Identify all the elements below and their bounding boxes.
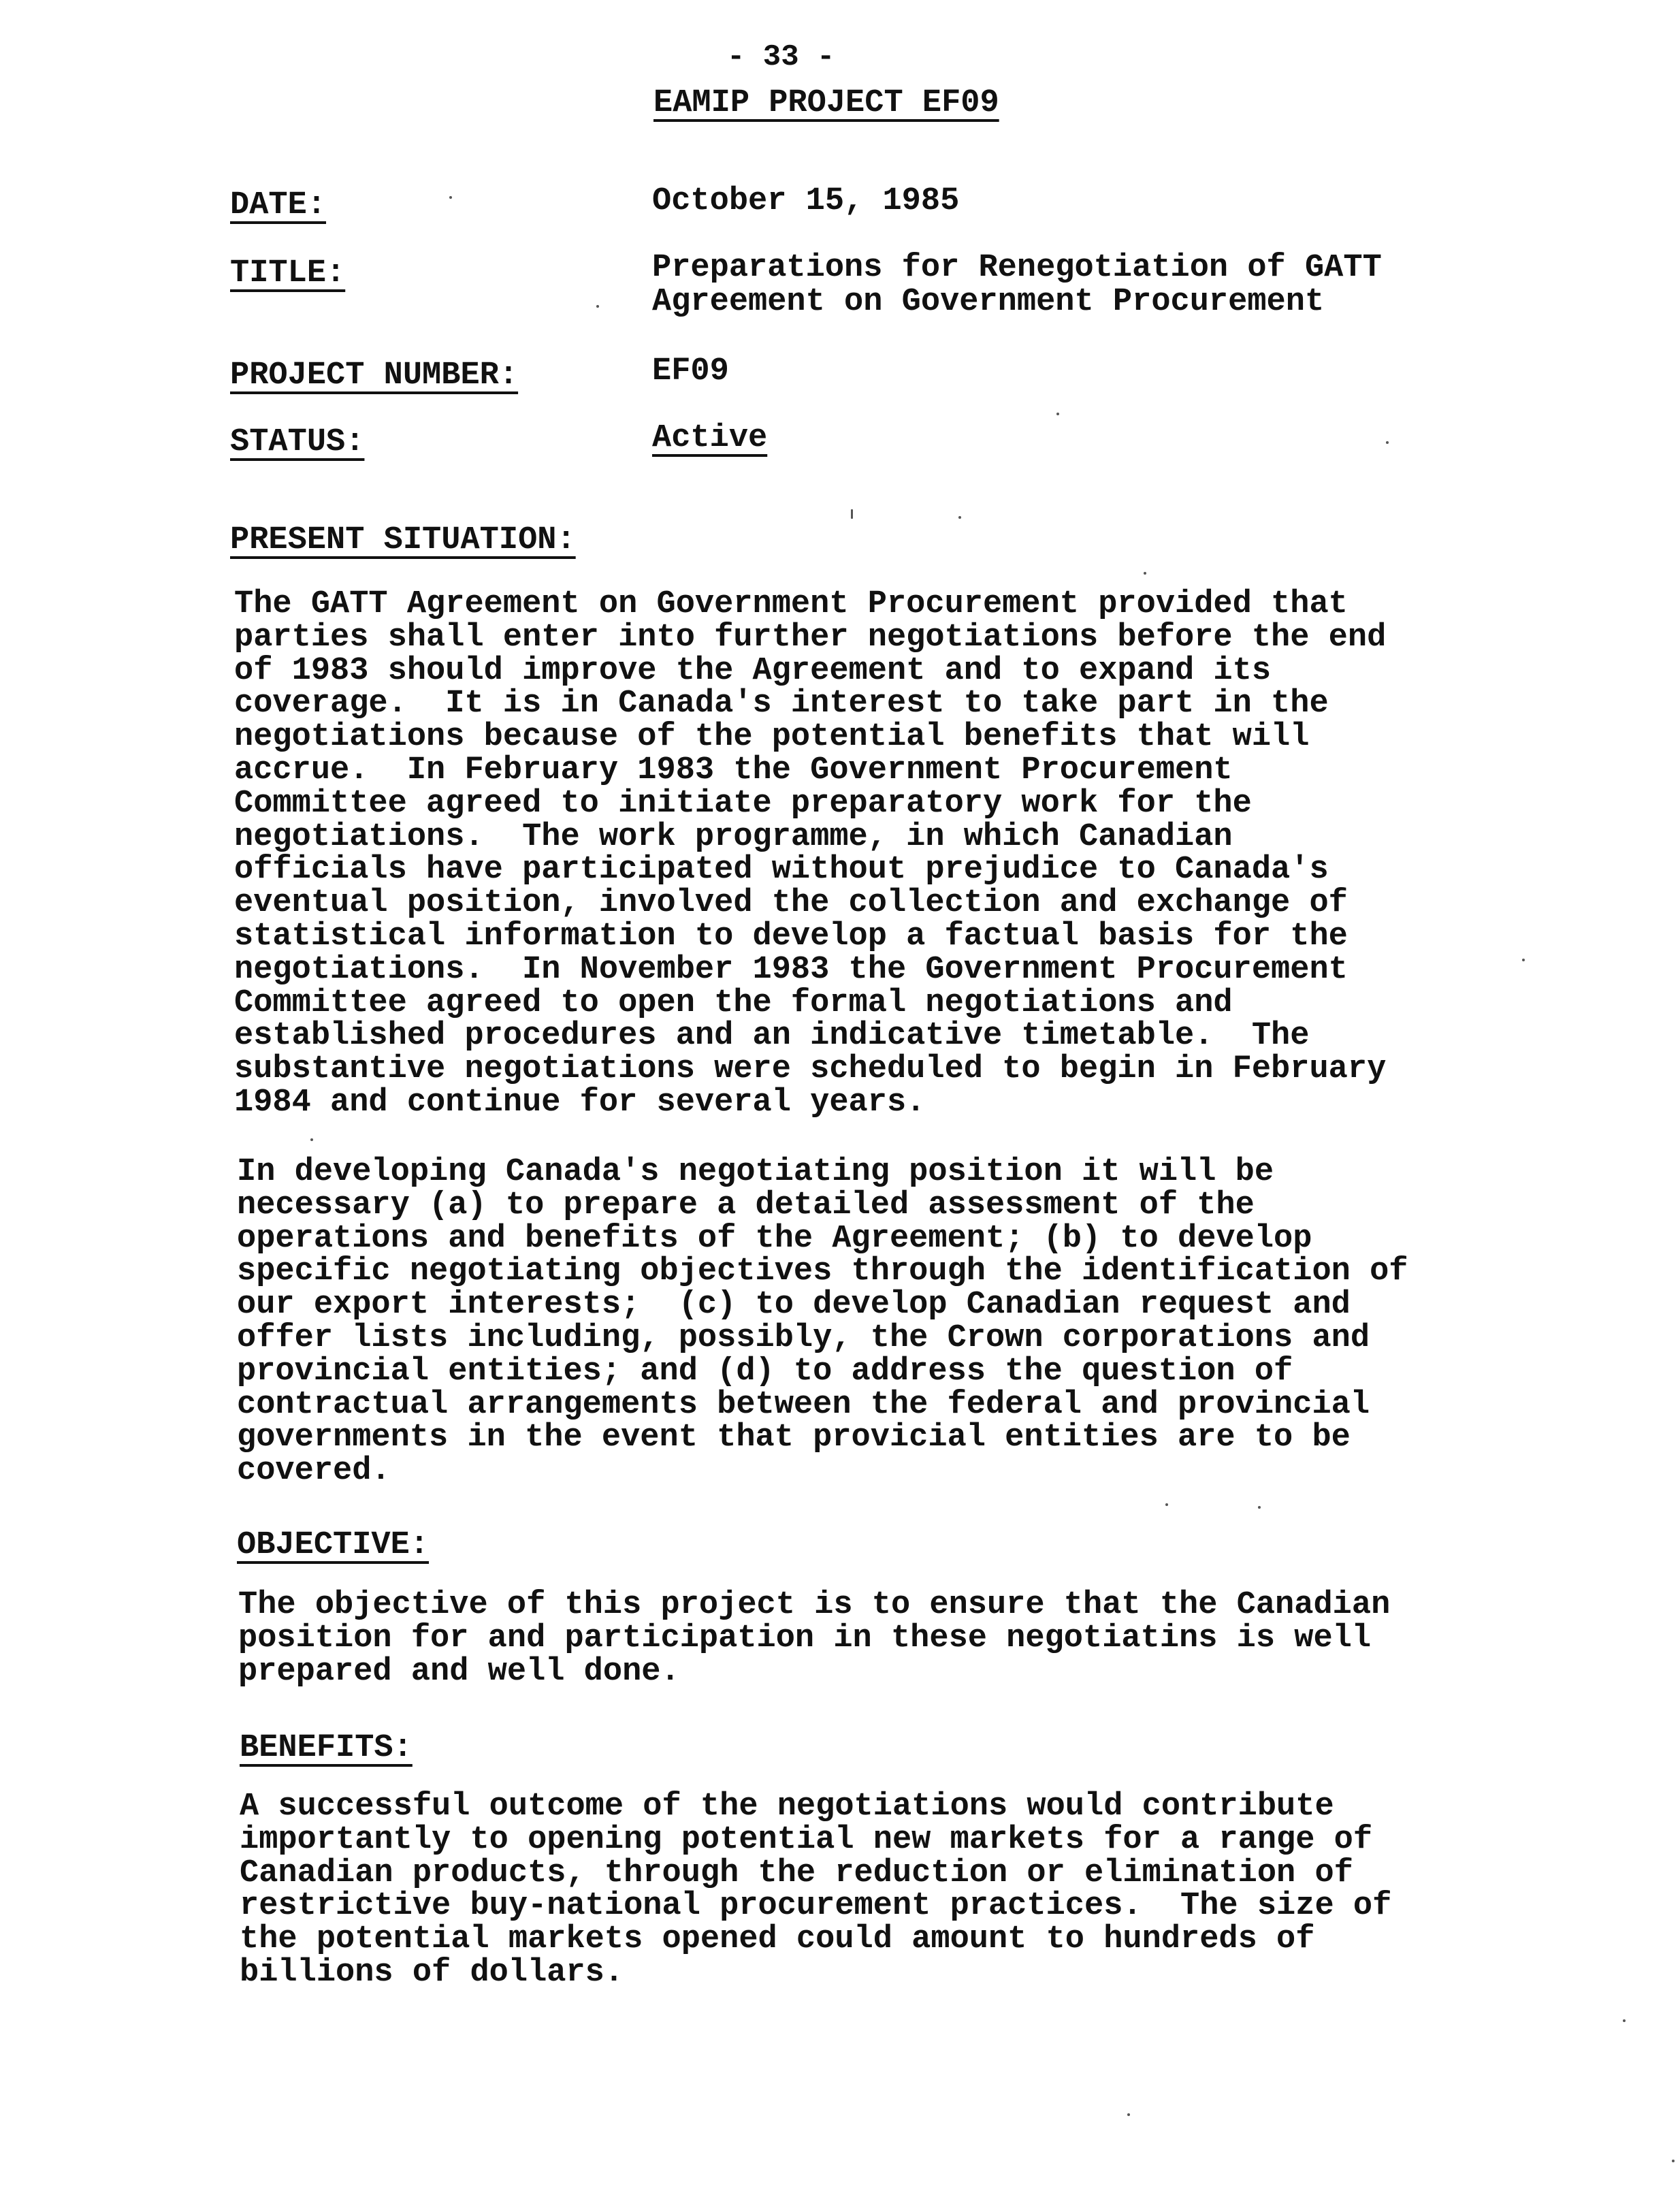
status-value: Active [652, 420, 768, 456]
text-line: billions of dollars. [240, 1954, 624, 1991]
scan-speck [1258, 1506, 1261, 1509]
title-label: TITLE: [230, 255, 346, 291]
text-line: our export interests; (c) to develop Canadian request and [237, 1287, 1351, 1324]
title-value-line2: Agreement on Government Procurement [652, 284, 1325, 320]
text-line: 1984 and continue for several years. [234, 1084, 926, 1121]
objective-heading: OBJECTIVE: [237, 1527, 430, 1563]
scan-speck [310, 1138, 313, 1141]
text-line: coverage. It is in Canada's interest to take part in the [234, 686, 1329, 722]
text-line: Canadian products, through the reduction or elimination of [240, 1855, 1353, 1891]
scan-speck [1623, 2019, 1626, 2022]
project-number-value: EF09 [652, 353, 729, 389]
project-number-label: PROJECT NUMBER: [230, 357, 519, 394]
text-line: position for and participation in these negotiatins is well [238, 1620, 1372, 1656]
scan-speck [1672, 2160, 1675, 2162]
text-line: A successful outcome of the negotiations would contribute [240, 1789, 1334, 1825]
scan-speck [851, 509, 853, 519]
benefits-paragraph [240, 1791, 1391, 1990]
objective-paragraph [238, 1589, 1390, 1688]
text-line: importantly to opening potential new markets for a range of [240, 1821, 1373, 1858]
scan-speck [449, 196, 452, 199]
scan-speck [958, 516, 961, 519]
text-line: operations and benefits of the Agreement; (b) to develop [237, 1220, 1312, 1257]
text-line: restrictive buy-national procurement practices. The size of [240, 1888, 1392, 1925]
text-line: offer lists including, possibly, the Crown corporations and [237, 1319, 1370, 1356]
scan-speck [1165, 1503, 1168, 1506]
scan-speck [596, 305, 599, 308]
text-line: necessary (a) to prepare a detailed assessment of the [237, 1187, 1255, 1223]
date-value: October 15, 1985 [652, 183, 960, 219]
text-line: negotiations. The work programme, in which Canadian [234, 818, 1233, 855]
text-line: Committee agreed to initiate preparatory work for the [234, 785, 1252, 822]
text-line: contractual arrangements between the federal and provincial [237, 1386, 1370, 1423]
text-line: accrue. In February 1983 the Government Procurement [234, 752, 1233, 788]
page-number: - 33 - [727, 40, 835, 74]
text-line: provincial entities; and (d) to address the question of [237, 1353, 1293, 1390]
scan-speck [1522, 959, 1525, 961]
present-situation-paragraph-1 [234, 588, 1386, 1120]
scan-speck [1144, 572, 1146, 575]
text-line: officials have participated without prejudice to Canada's [234, 852, 1329, 888]
text-line: negotiations. In November 1983 the Government Procurement [234, 951, 1348, 988]
present-situation-paragraph-2 [237, 1156, 1408, 1488]
text-line: substantive negotiations were scheduled to begin in February [234, 1051, 1387, 1088]
text-line: Committee agreed to open the formal negotiations and [234, 984, 1233, 1021]
text-line: prepared and well done. [238, 1653, 680, 1690]
text-line: established procedures and an indicative timetable. The [234, 1018, 1310, 1055]
scan-speck [1056, 413, 1059, 415]
text-line: of 1983 should improve the Agreement and to expand its [234, 652, 1272, 689]
text-line: specific negotiating objectives through the identification of [237, 1253, 1408, 1290]
status-label: STATUS: [230, 424, 365, 460]
text-line: The GATT Agreement on Government Procurement provided that [234, 586, 1348, 622]
text-line: parties shall enter into further negotiations before the end [234, 619, 1387, 656]
document-title: EAMIP PROJECT EF09 [653, 85, 999, 121]
text-line: eventual position, involved the collection and exchange of [234, 885, 1348, 922]
present-situation-heading: PRESENT SITUATION: [230, 522, 576, 558]
text-line: covered. [237, 1453, 391, 1490]
scan-speck [1386, 441, 1389, 444]
text-line: The objective of this project is to ensure that the Canadian [238, 1587, 1391, 1623]
scan-speck [1127, 2113, 1130, 2116]
date-label: DATE: [230, 187, 327, 223]
text-line: governments in the event that provicial entities are to be [237, 1420, 1351, 1456]
text-line: statistical information to develop a factual basis for the [234, 918, 1348, 955]
text-line: the potential markets opened could amount to hundreds of [240, 1921, 1315, 1958]
benefits-heading: BENEFITS: [240, 1730, 413, 1766]
text-line: In developing Canada's negotiating position it will be [237, 1154, 1274, 1190]
text-line: negotiations because of the potential benefits that will [234, 719, 1310, 756]
title-value-line1: Preparations for Renegotiation of GATT [652, 250, 1382, 286]
